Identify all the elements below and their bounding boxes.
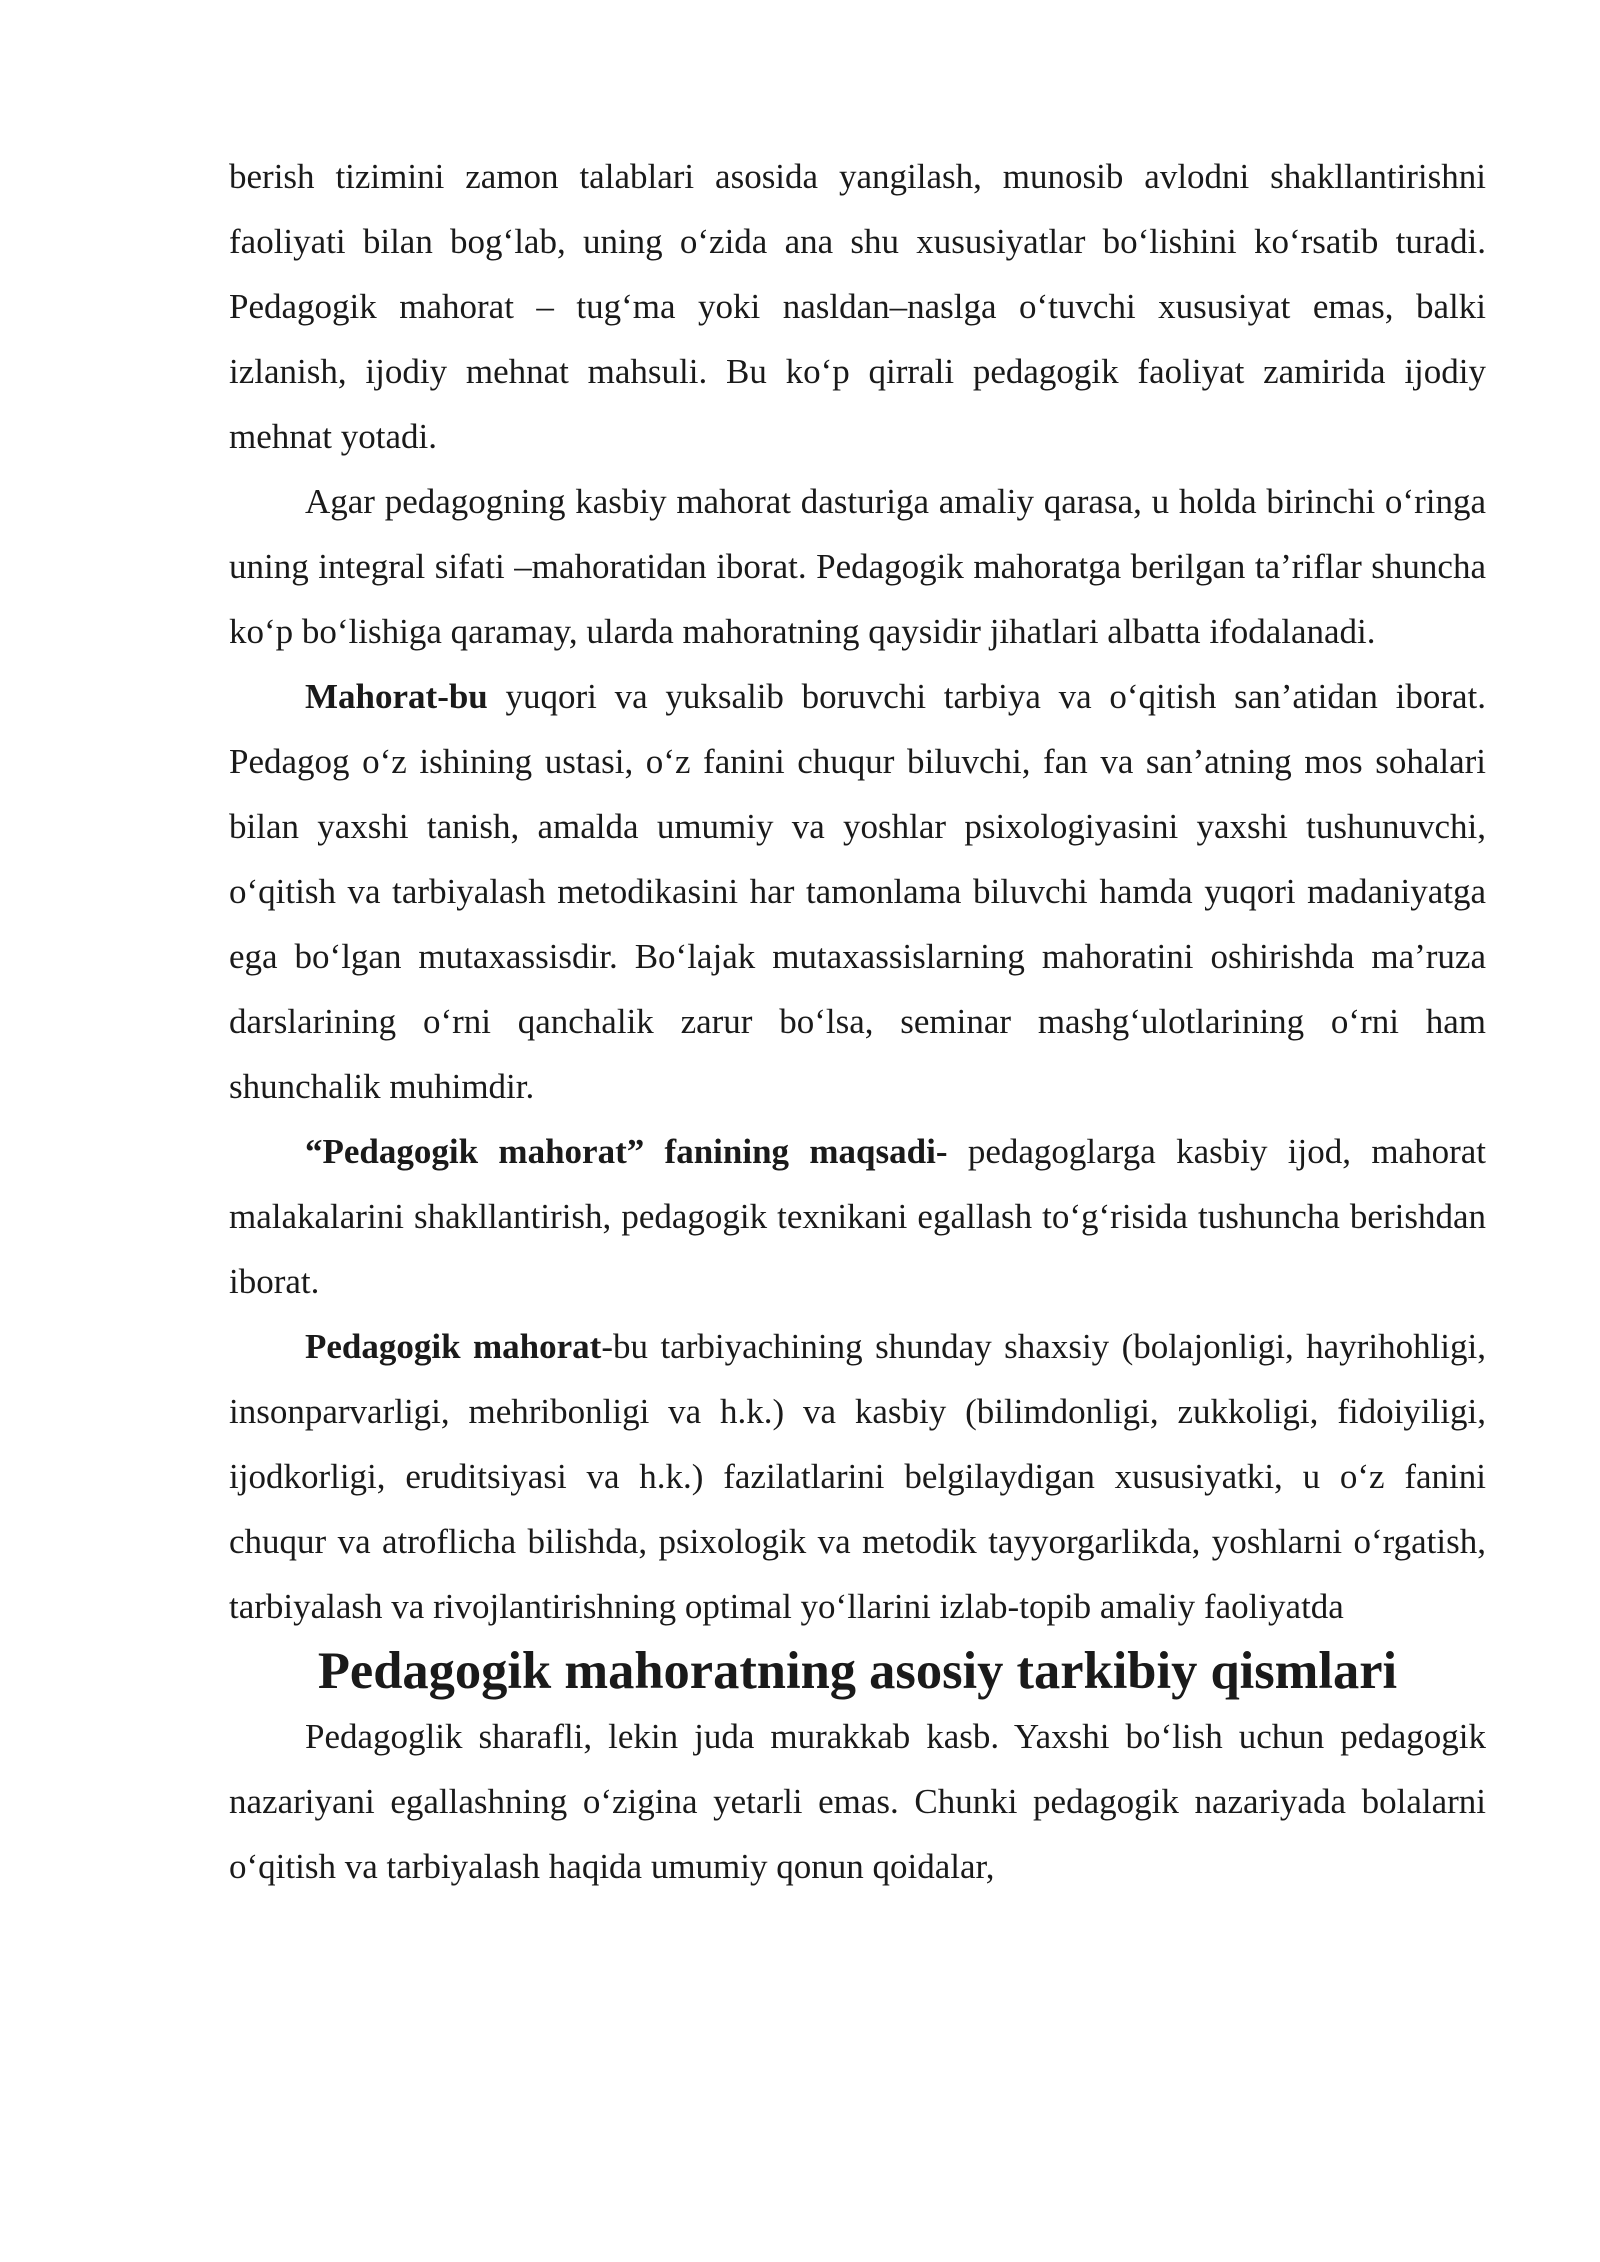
term-course-goal: “Pedagogik mahorat” fanining maqsadi- [305,1132,948,1171]
term-pedagogical-mastery: Pedagogik mahorat [305,1327,602,1366]
paragraph-course-goal [229,1119,1486,1314]
paragraph-course-goal-text: pedagoglarga kasbiy ijod, mahorat malakalarini shakllantirish, pedagogik texnikani egallash to‘g‘risida tushuncha berishdan iborat. [229,1132,1487,1301]
paragraph-intro: berish tizimini zamon talablari asosida yangilash, munosib avlodni shakllantirishni faoliyati bilan bog‘lab, uning o‘zida ana shu xususiyatlar bo‘lishini ko‘rsatib turadi. Pedagogik mahorat – tug‘ma yoki nasldan–naslga o‘tuvchi xususiyat emas, balki izlanish, ijodiy mehnat mahsuli. Bu ko‘p qirrali pedagogik faoliyat zamirida ijodiy mehnat yotadi. [229,157,1486,456]
paragraph-integral-quality: Agar pedagogning kasbiy mahorat dasturiga amaliy qarasa, u holda birinchi o‘ringa uning integral sifati –mahoratidan iborat. Pedagogik mahoratga berilgan ta’riflar shuncha ko‘p bo‘lishiga qaramay, ularda mahoratning qaysidir jihatlari albatta ifodalanadi. [229,482,1486,651]
paragraph-mahorat-text: yuqori va yuksalib boruvchi tarbiya va o‘qitish san’atidan iborat. Pedagog o‘z ishining ustasi, o‘z fanini chuqur biluvchi, fan va san’atning mos sohalari bilan yaxshi tanish, amalda umumiy va yoshlar psixologiyasini yaxshi tushunuvchi, o‘qitish va tarbiyalash metodikasini har tamonlama biluvchi hamda yuqori madaniyatga ega bo‘lgan mutaxassisdir. Bo‘lajak mutaxassislarning mahoratini oshirishda ma’ruza darslarining o‘rni qanchalik zarur bo‘lsa, seminar mashg‘ulotlarining o‘rni ham shunchalik muhimdir. [229,677,1486,1106]
paragraph-mahorat-definition [229,664,1486,1119]
paragraph-pedagogical-mastery [229,1314,1486,1639]
paragraph-pedagogical-mastery-text: -bu tarbiyachining shunday shaxsiy (bolajonligi, hayrihohligi, insonparvarligi, mehribonligi va h.k.) va kasbiy (bilimdonligi, zukkoligi, fidoiyiligi, ijodkorligi, eruditsiyasi va h.k.) fazilatlarini belgilaydigan xususiyatki, u o‘z fanini chuqur va atroflicha bilishda, psixologik va metodik tayyorgarlikda, yoshlarni o‘rgatish, tarbiyalash va rivojlantirishning optimal yo‘llarini izlab-topib amaliy faoliyatda [229,1327,1486,1626]
document-page [229,144,1486,1899]
term-mahorat: Mahorat-bu [305,677,488,716]
section-heading: Pedagogik mahoratning asosiy tarkibiy qismlari [317,1642,1398,1700]
paragraph-profession: Pedagoglik sharafli, lekin juda murakkab kasb. Yaxshi bo‘lish uchun pedagogik nazariyani egallashning o‘zigina yetarli emas. Chunki pedagogik nazariyada bolalarni o‘qitish va tarbiyalash haqida umumiy qonun qoidalar, [229,1717,1486,1886]
